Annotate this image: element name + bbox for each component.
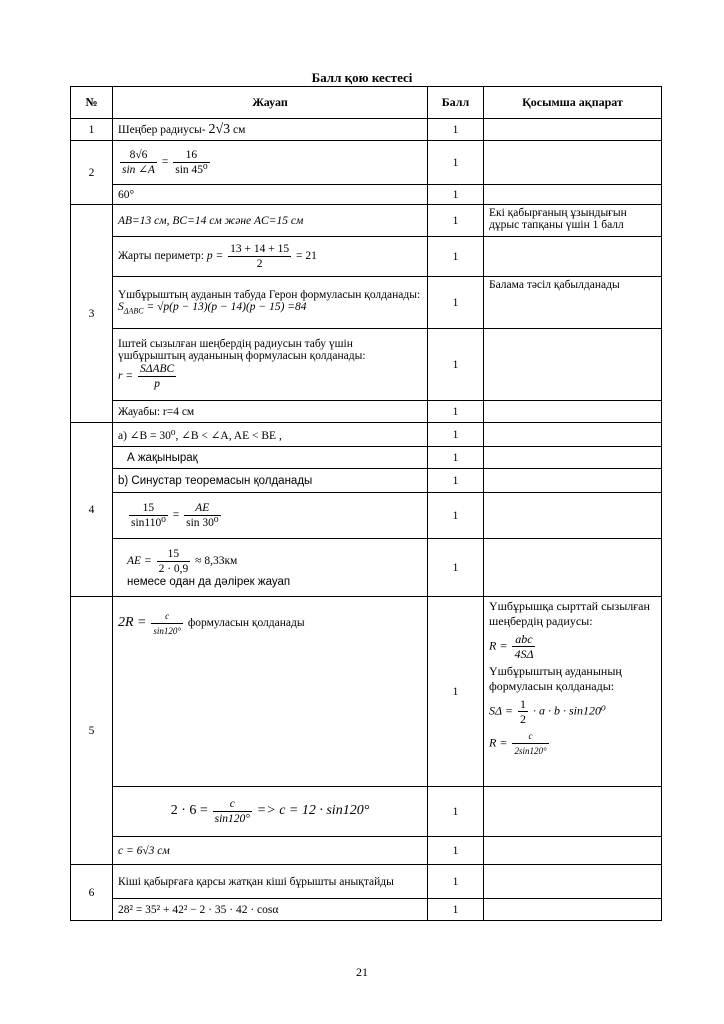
table-title: Балл қою кестесі (311, 70, 413, 85)
extra-cell (484, 469, 662, 493)
header-extra: Қосымша ақпарат (484, 87, 662, 119)
answer-cell (113, 597, 428, 787)
answer-cell (113, 237, 428, 277)
table-row (71, 865, 662, 899)
extra-cell (484, 329, 662, 401)
answer-text: Үшбұрыштың ауданын табуда Герон формуласын қолданады: (118, 289, 421, 302)
ball-cell: 1 (428, 539, 484, 597)
formula-part: r = (118, 370, 134, 383)
ball-cell: 1 (428, 899, 484, 921)
answer-cell: А жақынырақ (113, 447, 428, 469)
table-row (71, 329, 662, 401)
extra-cell (484, 597, 662, 787)
table-row (71, 141, 662, 185)
extra-cell (484, 119, 662, 141)
fraction: $\frac{16}{\text{sin 45⁰}}$ (175, 149, 208, 176)
ball-cell: 1 (428, 469, 484, 493)
answer-cell: 60° (113, 185, 428, 205)
formula-result: = 21 (296, 250, 317, 263)
fraction: $\frac{AE}{\text{sin 30⁰}}$ (186, 502, 219, 529)
extra-cell (484, 447, 662, 469)
answer-cell (113, 493, 428, 539)
fraction: $\frac{c}{\sin 120^\circ}$ (153, 611, 181, 636)
answer-cell (113, 539, 428, 597)
ball-cell: 1 (428, 329, 484, 401)
ball-cell: 1 (428, 837, 484, 865)
extra-cell (484, 401, 662, 423)
table-row (71, 119, 662, 141)
equals-sign: = (172, 509, 180, 522)
extra-cell (484, 539, 662, 597)
fraction: $\frac{c}{2\sin 120^\circ}$ (514, 731, 547, 756)
ball-cell: 1 (428, 141, 484, 185)
extra-cell (484, 493, 662, 539)
formula-part: 2R = (118, 615, 147, 631)
ball-cell: 1 (428, 119, 484, 141)
fraction: $\frac{c}{\sin 120^\circ}$ (214, 798, 250, 825)
answer-value: 2√3 (208, 121, 231, 137)
answer-cell (113, 329, 428, 401)
ball-cell: 1 (428, 447, 484, 469)
ball-cell: 1 (428, 423, 484, 447)
formula-subscript: ΔABC (123, 306, 144, 316)
table-row (71, 237, 662, 277)
fraction: $\frac{8√6}{\sin \angle A}$ (122, 149, 155, 176)
formula-line: R = $\frac{\text{abc}}{4S\Delta}$ (489, 632, 534, 661)
answer-cell: 28² = 35² + 42² − 2 · 35 · 42 · cosα (113, 899, 428, 921)
equals-sign: = (161, 156, 169, 169)
ball-cell: 1 (428, 401, 484, 423)
table-row (71, 787, 662, 837)
fraction: $\frac{\text{SΔABC}}{p}$ (140, 363, 175, 390)
fraction: $\frac{15}{\text{sin110⁰}}$ (131, 502, 166, 529)
ball-cell: 1 (428, 493, 484, 539)
table-row (71, 539, 662, 597)
answer-cell: c = 6√3 см (113, 837, 428, 865)
scoring-table (70, 86, 662, 921)
table-row (71, 205, 662, 237)
table-row (71, 447, 662, 469)
task-number: 1 (71, 119, 113, 141)
table-row (71, 185, 662, 205)
formula-line: R = $\frac{c}{2\sin 120^\circ}$ (489, 731, 547, 756)
table-row (71, 469, 662, 493)
ball-cell: 1 (428, 205, 484, 237)
fraction: $\frac{\text{abc}}{4S\Delta}$ (514, 632, 534, 661)
extra-text: Үшбұрыштың ауданының формуласын қолданады: (489, 664, 622, 693)
answer-note: немесе одан да дәлірек жауап (127, 576, 291, 588)
ball-cell: 1 (428, 185, 484, 205)
answer-text: формуласын қолданады (187, 617, 305, 630)
task-number: 5 (71, 597, 113, 865)
formula-part: p = (206, 250, 224, 263)
answer-unit: см (233, 123, 246, 136)
answer-cell (113, 787, 428, 837)
extra-cell (484, 141, 662, 185)
task-number: 2 (71, 141, 113, 205)
task-number: 4 (71, 423, 113, 597)
fraction: $\frac{1}{2}$ (519, 697, 526, 726)
extra-text: Үшбұрышқа сырттай сызылған шеңбердің радиусы: (489, 599, 650, 628)
extra-cell (484, 899, 662, 921)
answer-cell: а) ∠B = 30⁰, ∠B < ∠A, AE < BE , (113, 423, 428, 447)
formula-line: SΔ = $\frac{1}{2}$ · a · b · sin120⁰ (489, 697, 606, 726)
extra-cell (484, 423, 662, 447)
answer-cell: b) Синустар теоремасын қолданады (113, 469, 428, 493)
answer-cell: AB=13 см, BC=14 см және AC=15 см (113, 205, 428, 237)
ball-cell: 1 (428, 787, 484, 837)
table-row (71, 493, 662, 539)
formula-result: ≈ 8,33км (195, 555, 238, 568)
ball-cell: 1 (428, 597, 484, 787)
answer-text: Жарты периметр: (118, 250, 205, 263)
answer-text: Іштей сызылған шеңбердің радиусын табу үшін үшбұрыштың ауданының формуласын қолданады: (118, 338, 366, 362)
extra-cell (484, 237, 662, 277)
task-number: 3 (71, 205, 113, 423)
fraction: $\frac{13 + 14 + 15}{2}$ (230, 243, 290, 270)
table-row (71, 597, 662, 787)
page-number: 21 (356, 965, 368, 979)
formula-part: AE = (127, 555, 152, 568)
ball-cell: 1 (428, 865, 484, 899)
header-row (71, 87, 662, 119)
answer-cell (113, 141, 428, 185)
formula-part: = √p(p − 13)(p − 14)(p − 15) =84 (146, 301, 307, 314)
fraction: $\frac{15}{2 \cdot 0,9}$ (158, 548, 189, 575)
header-ball: Балл (428, 87, 484, 119)
extra-cell: Балама тәсіл қабылданады (484, 277, 662, 329)
extra-cell (484, 865, 662, 899)
answer-cell: Жауабы: r=4 см (113, 401, 428, 423)
extra-cell: Екі қабырғаның ұзындығын дұрыс тапқаны үшін 1 балл (484, 205, 662, 237)
header-num: № (71, 87, 113, 119)
ball-cell: 1 (428, 277, 484, 329)
table-row (71, 277, 662, 329)
answer-cell: Кіші қабырғаға қарсы жатқан кіші бұрышты анықтайды (113, 865, 428, 899)
answer-text: Шеңбер радиусы- (118, 123, 206, 136)
formula-part: S (118, 301, 124, 314)
table-row (71, 401, 662, 423)
table-row (71, 837, 662, 865)
extra-cell (484, 837, 662, 865)
formula-part: 2 · 6 = (170, 803, 208, 819)
table-row (71, 899, 662, 921)
task-number: 6 (71, 865, 113, 921)
extra-cell (484, 787, 662, 837)
answer-cell (113, 119, 428, 141)
extra-cell (484, 185, 662, 205)
ball-cell: 1 (428, 237, 484, 277)
answer-cell (113, 277, 428, 329)
header-answer: Жауап (113, 87, 428, 119)
table-row (71, 423, 662, 447)
formula-part: => c = 12 · sin120° (256, 803, 370, 819)
